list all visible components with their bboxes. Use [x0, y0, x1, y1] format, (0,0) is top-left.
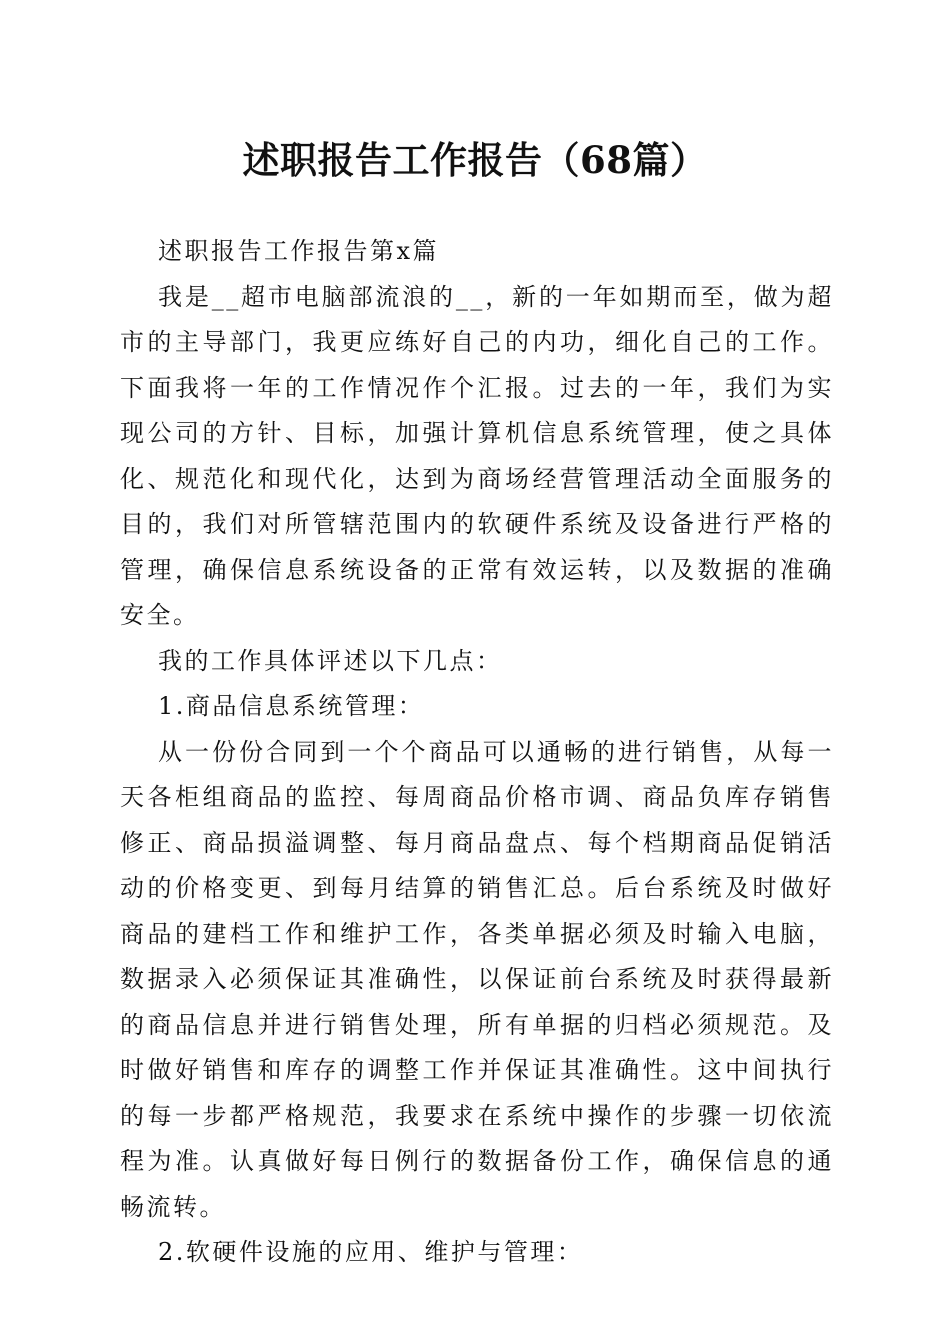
paragraph-introduction: 我是__超市电脑部流浪的__，新的一年如期而至，做为超市的主导部门，我更应练好自己的内功，细化自己的工作。下面我将一年的工作情况作个汇报。过去的一年，我们为实现公司的方针、目标，加强计算机信息系统管理，使之具体化、规范化和现代化，达到为商场经营管理活动全面服务的目的，我们对所管辖范围内的软硬件系统及设备进行严格的管理，确保信息系统设备的正常有效运转，以及数据的准确安全。: [120, 282, 834, 629]
document-body: [120, 229, 834, 1276]
document-title: 述职报告工作报告（68篇）: [242, 138, 708, 182]
paragraph-overview: 我的工作具体评述以下几点：: [158, 646, 503, 675]
section-heading-1: 1.商品信息系统管理：: [158, 692, 425, 720]
section-heading-subtitle: 述职报告工作报告第x篇: [158, 237, 440, 265]
paragraph-section-1: 从一份份合同到一个个商品可以通畅的进行销售，从每一天各柜组商品的监控、每周商品价格市调、商品负库存销售修正、商品损溢调整、每月商品盘点、每个档期商品促销活动的价格变更、到每月结算的销售汇总。后台系统及时做好商品的建档工作和维护工作，各类单据必须及时输入电脑，数据录入必须保证其准确性，以保证前台系统及时获得最新的商品信息并进行销售处理，所有单据的归档必须规范。及时做好销售和库存的调整工作并保证其准确性。这中间执行的每一步都严格规范，我要求在系统中操作的步骤一切依流程为准。认真做好每日例行的数据备份工作，确保信息的通畅流转。: [120, 737, 834, 1221]
section-heading-2: 2.软硬件设施的应用、维护与管理：: [158, 1238, 584, 1266]
